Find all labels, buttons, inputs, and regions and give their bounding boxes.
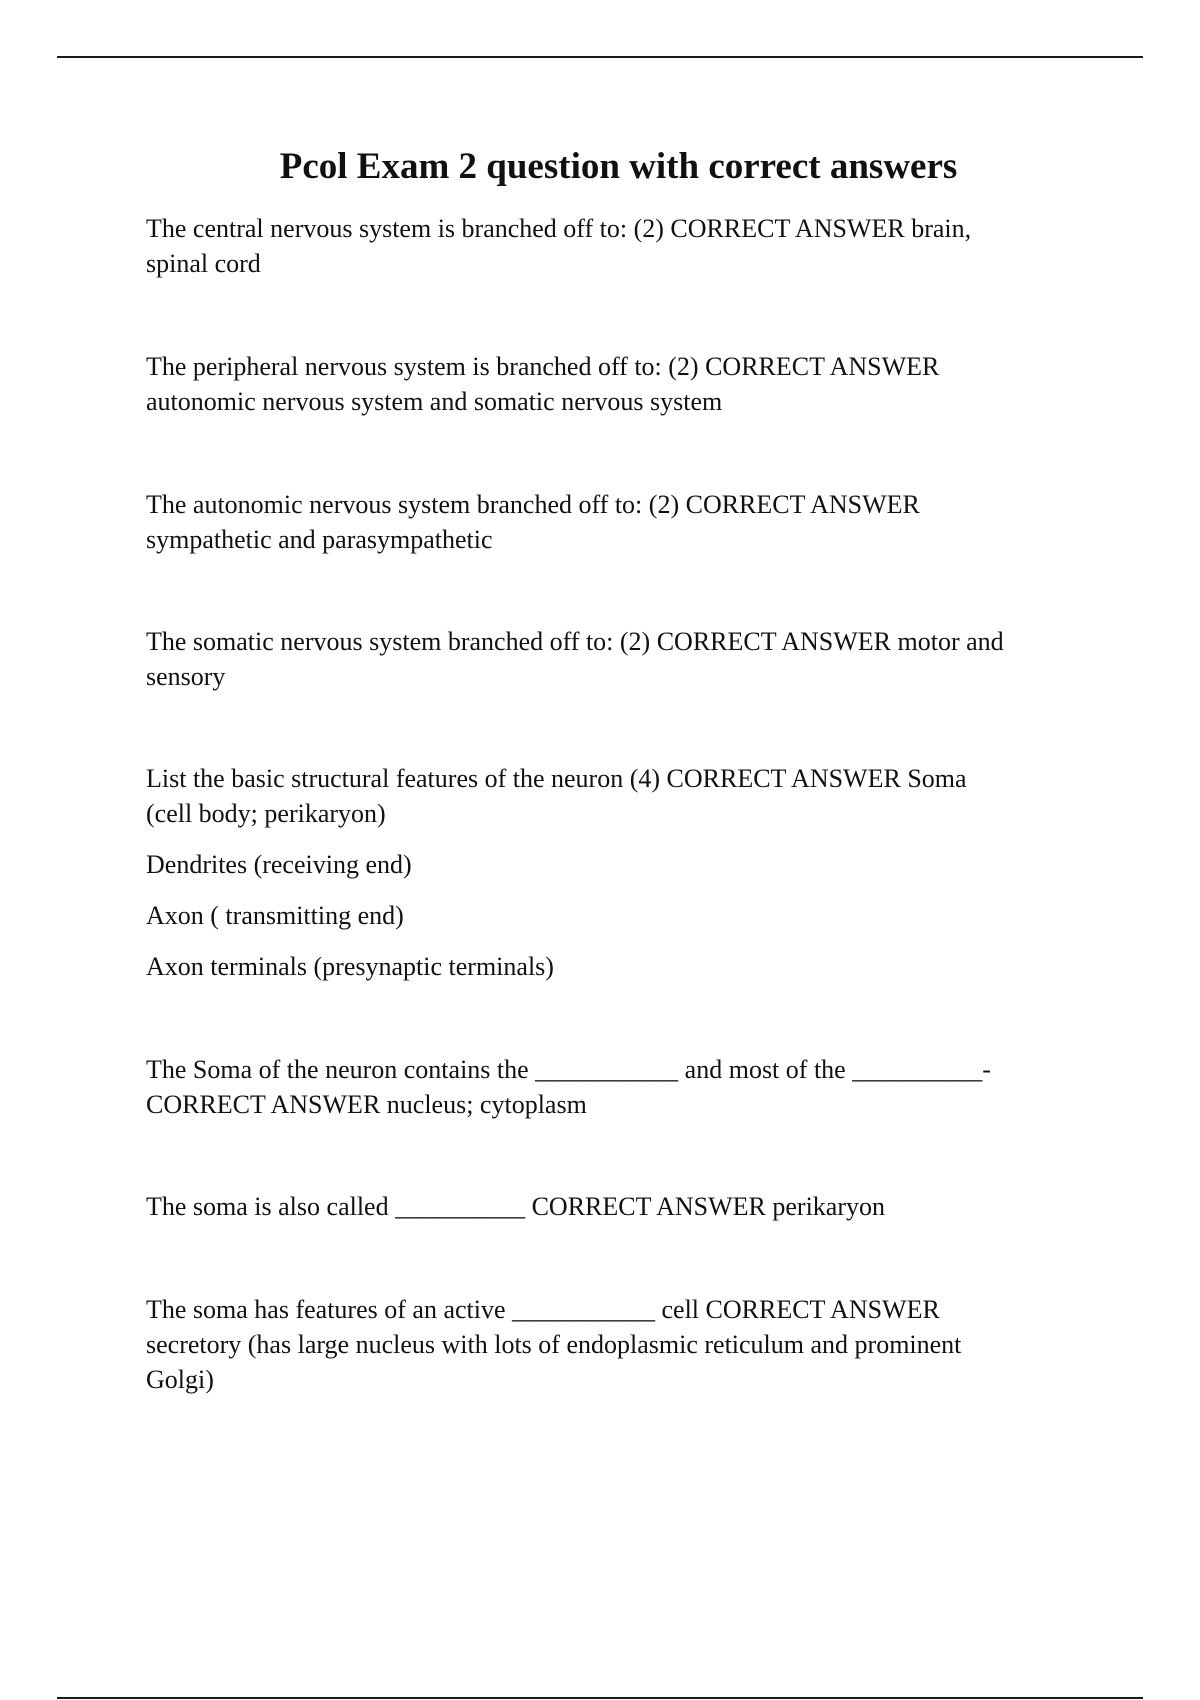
qa-item-3 xyxy=(146,487,1096,557)
qa-line: spinal cord xyxy=(146,249,261,278)
qa-item-6 xyxy=(146,1052,1096,1122)
qa-line: CORRECT ANSWER nucleus; cytoplasm xyxy=(146,1090,587,1119)
qa-line: sensory xyxy=(146,662,226,691)
qa-line: The somatic nervous system branched off to: (2) CORRECT ANSWER motor and xyxy=(146,627,1004,656)
qa-line: Golgi) xyxy=(146,1365,214,1394)
qa-item-1 xyxy=(146,211,1096,281)
qa-line: sympathetic and parasympathetic xyxy=(146,525,493,554)
qa-line: The peripheral nervous system is branched off to: (2) CORRECT ANSWER xyxy=(146,352,940,381)
qa-line: secretory (has large nucleus with lots of endoplasmic reticulum and prominent xyxy=(146,1330,962,1359)
document-title: Pcol Exam 2 question with correct answers xyxy=(279,146,958,187)
qa-line: List the basic structural features of the neuron (4) CORRECT ANSWER Soma xyxy=(146,764,967,793)
qa-line: The autonomic nervous system branched off to: (2) CORRECT ANSWER xyxy=(146,490,920,519)
qa-line: (cell body; perikaryon) xyxy=(146,799,386,828)
qa-line: The Soma of the neuron contains the ___________ and most of the __________- xyxy=(146,1055,991,1084)
qa-item-4 xyxy=(146,624,1096,694)
qa-sub-line: Axon ( transmitting end) xyxy=(146,901,404,930)
qa-item-7 xyxy=(146,1189,1096,1224)
footer-rule xyxy=(57,1697,1143,1699)
qa-line: The central nervous system is branched off to: (2) CORRECT ANSWER brain, xyxy=(146,214,972,243)
qa-line: The soma is also called __________ CORRECT ANSWER perikaryon xyxy=(146,1192,885,1221)
header-rule xyxy=(57,56,1143,58)
qa-item-2 xyxy=(146,349,1096,419)
qa-line: autonomic nervous system and somatic nervous system xyxy=(146,387,723,416)
qa-item-5 xyxy=(146,761,1096,984)
qa-sub-line: Dendrites (receiving end) xyxy=(146,850,412,879)
qa-item-8 xyxy=(146,1292,1096,1397)
qa-sub-line: Axon terminals (presynaptic terminals) xyxy=(146,952,554,981)
qa-line: The soma has features of an active ___________ cell CORRECT ANSWER xyxy=(146,1295,940,1324)
